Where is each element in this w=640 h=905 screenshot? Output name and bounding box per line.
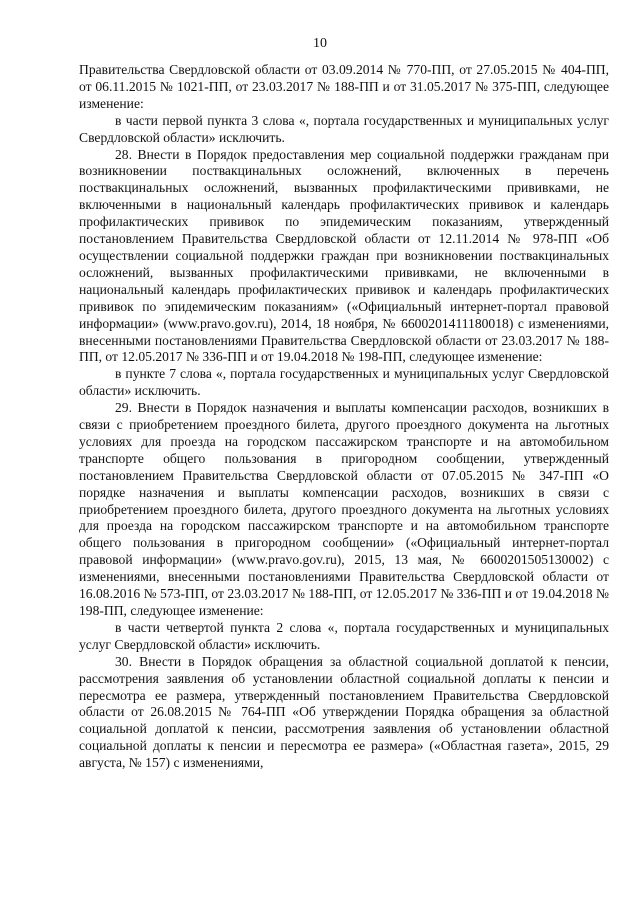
- paragraph-intro-continuation: Правительства Свердловской области от 03.09.2014 № 770-ПП, от 27.05.2015 № 404-ПП, от 06.11.2015 № 1021-ПП, от 23.03.2017 № 188-ПП и от 31.05.2017 № 375-ПП, следующее изменение:: [79, 62, 609, 111]
- paragraph-item-28: 28. Внести в Порядок предоставления мер социальной поддержки гражданам при возникновении поствакцинальных осложнений, включенных в перечень поствакцинальных осложнений, вызванных профилактическими прививками, не включенными в национальный календарь профилактических прививок и календарь профилактических прививок по эпидемическим показаниям, утвержденный постановлением Правительства Свердловской области от 12.11.2014 № 978-ПП «Об осуществлении социальной поддержки граждан при возникновении поствакцинальных осложнений, вызванных профилактическими прививками, не включенными в национальный календарь профилактических прививок и календарь профилактических прививок по эпидемическим показаниям» («Официальный интернет-портал правовой информации» (www.pravo.gov.ru), 2014, 18 ноября, № 6600201411180018) с изменениями, внесенными постановлениями Правительства Свердловской области от 23.03.2017 № 188-ПП, от 12.05.2017 № 336-ПП и от 19.04.2018 № 198-ПП, следующее изменение:: [79, 146, 609, 365]
- paragraph-item-30: 30. Внести в Порядок обращения за областной социальной доплатой к пенсии, рассмотрения заявления об установлении областной социальной доплаты к пенсии и пересмотра ее размера, утвержденный постановлением Правительства Свердловской области от 26.08.2015 № 764-ПП «Об утверждении Порядка обращения за областной социальной доплатой к пенсии, рассмотрения заявления об установлении областной социальной доплаты к пенсии и пересмотра ее размера» («Областная газета», 2015, 29 августа, № 157) с изменениями,: [79, 653, 609, 771]
- paragraph-amendment-text: в части первой пункта 3 слова «, портала государственных и муниципальных услуг Свердловской области» исключить.: [79, 112, 609, 145]
- document-body: [79, 62, 609, 772]
- paragraph-amendment-text: в части четвертой пункта 2 слова «, портала государственных и муниципальных услуг Свердловской области» исключить.: [79, 619, 609, 652]
- paragraph-item-29: 29. Внести в Порядок назначения и выплаты компенсации расходов, возникших в связи с приобретением проездного билета, другого проездного документа на льготных условиях для проезда на городском пассажирском транспорте и на автомобильном транспорте общего пользования в пригородном сообщении, утвержденный постановлением Правительства Свердловской области от 07.05.2015 № 347-ПП «О порядке назначения и выплаты компенсации расходов, возникших в связи с приобретением проездного билета, другого проездного документа на льготных условиях для проезда на городском пассажирском транспорте и на автомобильном транспорте общего пользования в пригородном сообщении» («Официальный интернет-портал правовой информации» (www.pravo.gov.ru), 2015, 13 мая, № 6600201505130002) с изменениями, внесенными постановлениями Правительства Свердловской области от 16.08.2016 № 573-ПП, от 23.03.2017 № 188-ПП, от 12.05.2017 № 336-ПП и от 19.04.2018 № 198-ПП, следующее изменение:: [79, 400, 609, 618]
- paragraph-amendment-text: в пункте 7 слова «, портала государственных и муниципальных услуг Свердловской области» исключить.: [79, 366, 609, 399]
- page-number: 10: [313, 36, 327, 51]
